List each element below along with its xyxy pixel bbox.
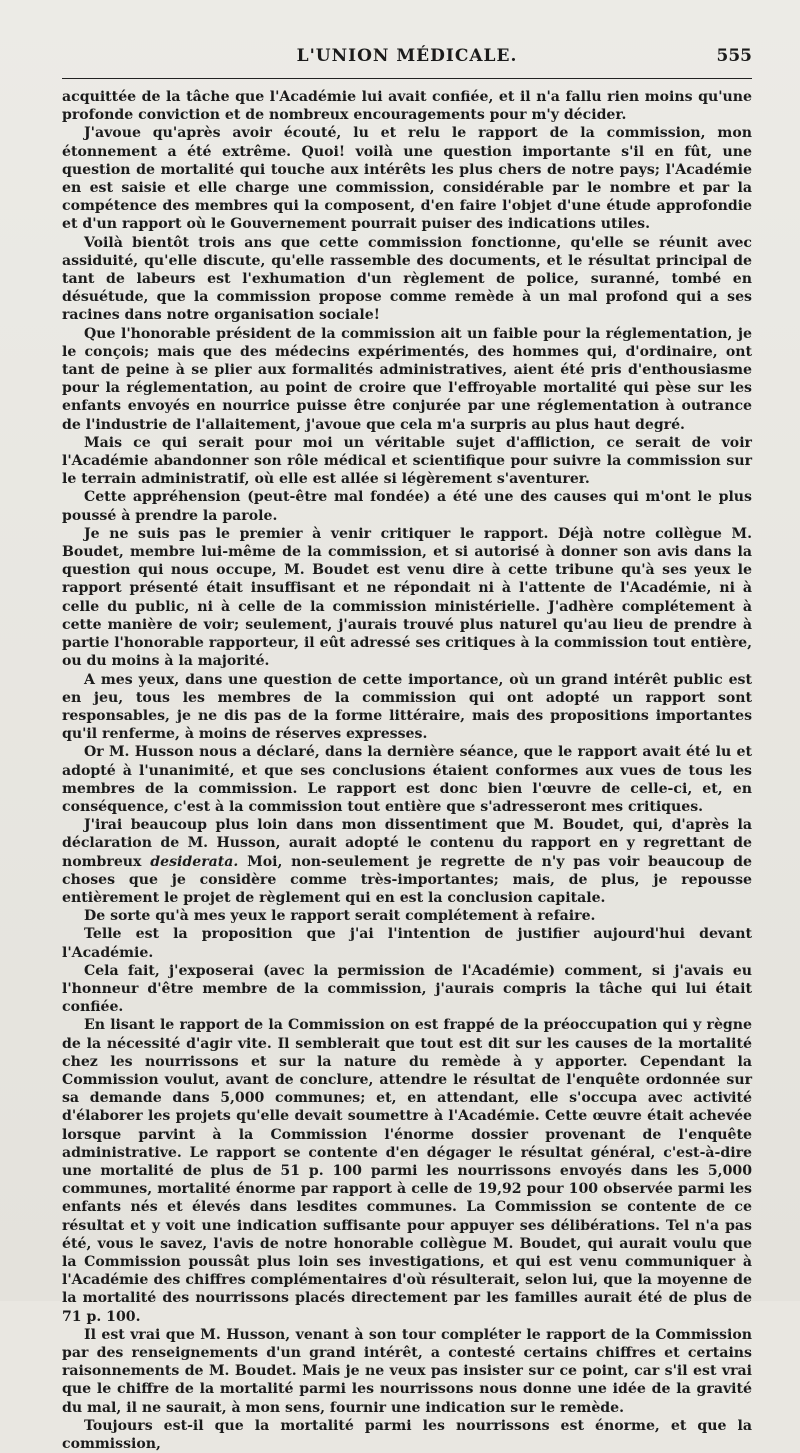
paragraph: Toujours est-il que la mortalité parmi les nourrissons est énorme, et que la commission, bbox=[62, 1417, 752, 1453]
page-header bbox=[62, 46, 752, 76]
page-number: 555 bbox=[716, 46, 752, 66]
italic-term: desiderata. bbox=[150, 853, 239, 870]
paragraph-with-italic bbox=[62, 816, 752, 907]
paragraph: acquittée de la tâche que l'Académie lui avait confiée, et il n'a fallu rien moins qu'une profonde conviction et de nombreux encouragements pour m'y décider. bbox=[62, 89, 752, 124]
paragraph: Je ne suis pas le premier à venir critiquer le rapport. Déjà notre collègue M. Boudet, membre lui-même de la commission, et si autorisé à donner son avis dans la question qui nous occupe, M. Boudet est venu dire à cette tribune qu'à ses yeux le rapport présenté était insuffisant et ne répondait ni à l'attente de l'Académie, ni à celle du public, ni à celle de la commission ministérielle. J'adhère complétement à cette manière de voir; seulement, j'aurais trouvé plus naturel qu'au lieu de prendre à partie l'honorable rapporteur, il eût adressé ses critiques à la commission tout entière, ou du moins à la majorité. bbox=[62, 525, 752, 670]
paragraph: En lisant le rapport de la Commission on est frappé de la préoccupation qui y règne de la nécessité d'agir vite. Il semblerait que tout est dit sur les causes de la mortalité chez les nourrissons et sur la nature du remède à y apporter. Cependant la Commission voulut, avant de conclure, attendre le résultat de l'enquête ordonnée sur sa demande dans 5,000 communes; et, en attendant, elle s'occupa avec activité d'élaborer les projets qu'elle devait soumettre à l'Académie. Cette œuvre était achevée lorsque parvint à la Commission l'énorme dossier provenant de l'enquête administrative. Le rapport se contente d'en dégager le résultat général, c'est-à-dire une mortalité de plus de 51 p. 100 parmi les nourrissons envoyés dans les 5,000 communes, mortalité énorme par rapport à celle de 19,92 pour 100 observée parmi les enfants nés et élevés dans lesdites communes. La Commission se contente de ce résultat et y voit une indication suffisante pour appuyer ses délibérations. Tel n'a pas été, vous le savez, l'avis de notre honorable collègue M. Boudet, qui aurait voulu que la Commission poussât plus loin ses investigations, et qui est venu communiquer à l'Académie des chiffres complémentaires d'où résulterait, selon lui, que la moyenne de la mortalité des nourrissons placés directement par les familles aurait été de plus de 71 p. 100. bbox=[62, 1017, 752, 1325]
paragraph: Cette appréhension (peut-être mal fondée) a été une des causes qui m'ont le plus poussé à prendre la parole. bbox=[62, 489, 752, 524]
paragraph-text: Moi, non-seulement je regrette de n'y pas voir beaucoup de choses que je considère comme très-importantes; mais, de plus, je repousse entièrement le projet de règlement qui en est la conclusion capitale. bbox=[62, 853, 752, 906]
paragraph: A mes yeux, dans une question de cette importance, où un grand intérêt public est en jeu, tous les membres de la commission qui ont adopté un rapport sont responsables, je ne dis pas de la forme littéraire, mais des propositions importantes qu'il renferme, à moins de réserves expresses. bbox=[62, 671, 752, 743]
paragraph: Que l'honorable président de la commission ait un faible pour la réglementation, je le conçois; mais que des médecins expérimentés, des hommes qui, d'ordinaire, ont tant de peine à se plier aux formalités administratives, aient été pris d'enthousiasme pour la réglementation, au point de croire que l'effroyable mortalité qui pèse sur les enfants envoyés en nourrice puisse être conjurée par une réglementation à outrance de l'industrie de l'allaitement, j'avoue que cela m'a surpris au plus haut degré. bbox=[62, 325, 752, 433]
body-text bbox=[62, 88, 752, 1453]
paragraph: De sorte qu'à mes yeux le rapport serait complétement à refaire. bbox=[84, 908, 596, 925]
paragraph: Mais ce qui serait pour moi un véritable sujet d'affliction, ce serait de voir l'Académie abandonner son rôle médical et scientifique pour suivre la commission sur le terrain administratif, où elle est allée si légèrement s'aventurer. bbox=[62, 434, 752, 488]
paragraph: Voilà bientôt trois ans que cette commission fonctionne, qu'elle se réunit avec assiduité, qu'elle discute, qu'elle rassemble des documents, et le résultat principal de tant de labeurs est l'exhumation d'un règlement de police, suranné, tombé en désuétude, que la commission propose comme remède à un mal profond qui a ses racines dans notre organisation sociale! bbox=[62, 234, 752, 324]
paragraph: Or M. Husson nous a déclaré, dans la dernière séance, que le rapport avait été lu et adopté à l'unanimité, et que ses conclusions étaient conformes aux vues de tous les membres de la commission. Le rapport est donc bien l'œuvre de celle-ci, et, en conséquence, c'est à la commission tout entière que s'adresseront mes critiques. bbox=[62, 744, 752, 815]
paragraph: Il est vrai que M. Husson, venant à son tour compléter le rapport de la Commission par des renseignements d'un grand intérêt, a contesté certains chiffres et certains raisonnements de M. Boudet. Mais je ne veux pas insister sur ce point, car s'il est vrai que le chiffre de la mortalité parmi les nourrissons nous donne une idée de la gravité du mal, il ne saurait, à mon sens, fournir une indication sur le remède. bbox=[62, 1326, 752, 1416]
header-rule bbox=[62, 78, 752, 79]
running-head: L'UNION MÉDICALE. bbox=[296, 46, 518, 66]
paragraph: Telle est la proposition que j'ai l'intention de justifier aujourd'hui devant l'Académie. bbox=[62, 926, 752, 961]
paragraph-text: J'irai beaucoup plus loin dans mon dissentiment que M. Boudet, qui, d'après la déclaration de M. Husson, aurait adopté le contenu du rapport en y regrettant de nombreux bbox=[62, 817, 752, 870]
paragraph: Cela fait, j'exposerai (avec la permission de l'Académie) comment, si j'avais eu l'honneur d'être membre de la commission, j'aurais compris la tâche qui lui était confiée. bbox=[62, 962, 752, 1016]
paragraph: J'avoue qu'après avoir écouté, lu et relu le rapport de la commission, mon étonnement a été extrême. Quoi! voilà une question importante s'il en fût, une question de mortalité qui touche aux intérêts les plus chers de notre pays; l'Académie en est saisie et elle charge une commission, considérable par le nombre et par la compétence des membres qui la composent, d'en faire l'objet d'une étude approfondie et d'un rapport où le Gouvernement pourrait puiser des indications utiles. bbox=[62, 125, 752, 233]
